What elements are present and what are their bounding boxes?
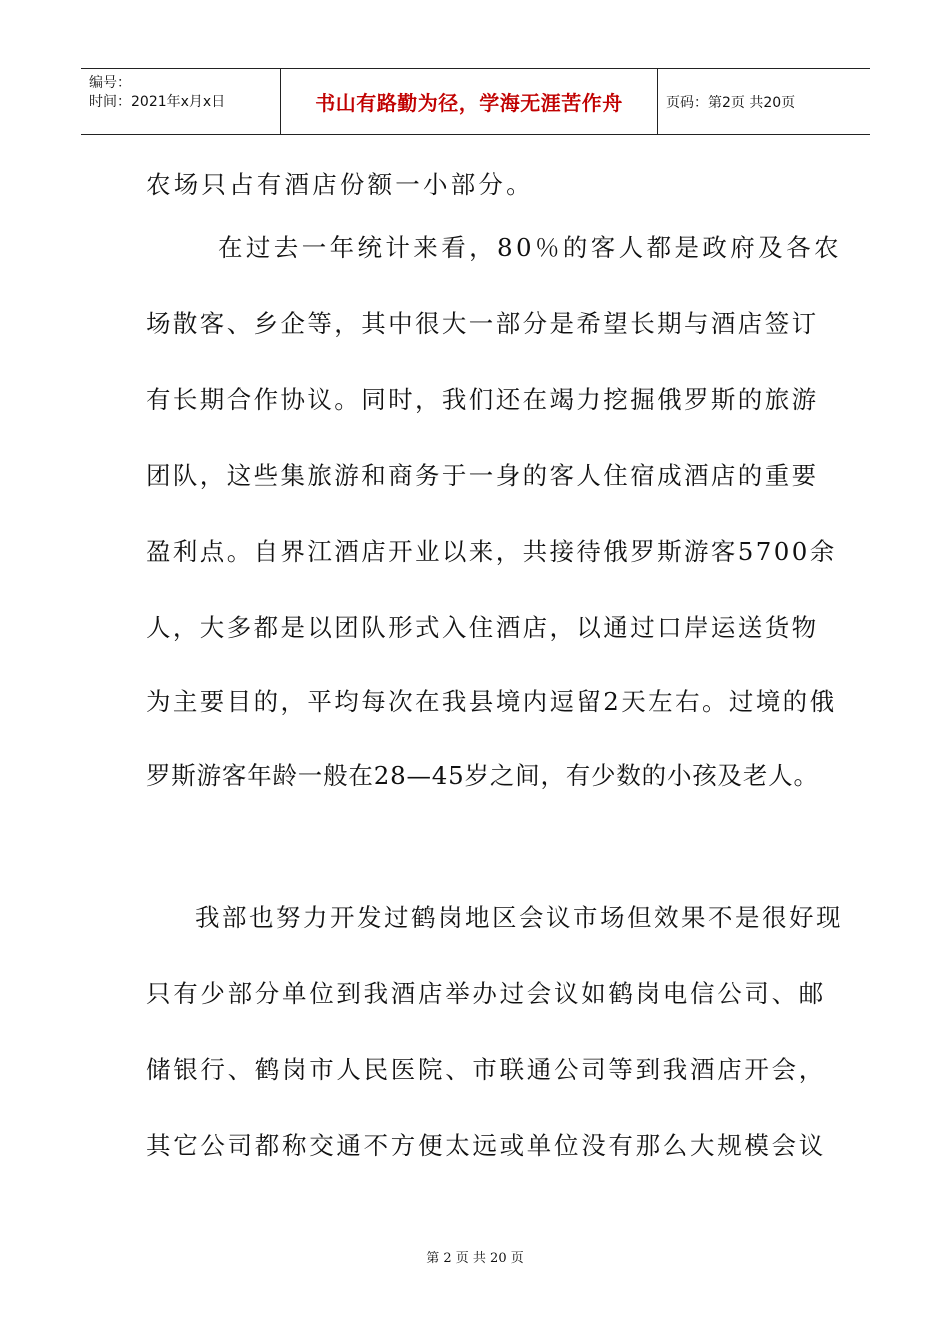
header-page-number: 页码：第2页 共20页 xyxy=(666,94,796,111)
body-line: 团队，这些集旅游和商务于一身的客人住宿成酒店的重要 xyxy=(146,461,819,490)
body-line: 储银行、鹤岗市人民医院、市联通公司等到我酒店开会， xyxy=(146,1055,826,1084)
header-motto: 书山有路勤为径，学海无涯苦作舟 xyxy=(315,91,623,115)
body-line: 只有少部分单位到我酒店举办过会议如鹤岗电信公司、邮 xyxy=(146,979,826,1008)
page-footer: 第 2 页 共 20 页 xyxy=(426,1251,524,1266)
date-label: 时间：2021年x月x日 xyxy=(89,94,226,110)
header-motto-cell xyxy=(281,69,658,134)
body-line: 有长期合作协议。同时，我们还在竭力挖掘俄罗斯的旅游 xyxy=(146,385,819,414)
body-line: 在过去一年统计来看，80％的客人都是政府及各农 xyxy=(218,233,842,262)
header-meta-cell xyxy=(81,69,281,134)
body-line: 场散客、乡企等，其中很大一部分是希望长期与酒店签订 xyxy=(146,309,819,338)
serial-number-label: 编号： xyxy=(89,75,131,91)
header-page-cell xyxy=(658,69,870,134)
body-line: 人，大多都是以团队形式入住酒店，以通过口岸运送货物 xyxy=(146,613,819,642)
body-line: 为主要目的，平均每次在我县境内逗留2天左右。过境的俄 xyxy=(146,687,837,716)
page-header xyxy=(81,68,870,135)
body-line: 盈利点。自界江酒店开业以来，共接待俄罗斯游客5700余 xyxy=(146,537,837,566)
body-line: 农场只占有酒店份额一小部分。 xyxy=(146,170,534,199)
body-line: 我部也努力开发过鹤岗地区会议市场但效果不是很好现 xyxy=(195,903,843,932)
body-line: 罗斯游客年龄一般在28—45岁之间，有少数的小孩及老人。 xyxy=(146,761,819,790)
body-line: 其它公司都称交通不方便太远或单位没有那么大规模会议 xyxy=(146,1131,826,1160)
